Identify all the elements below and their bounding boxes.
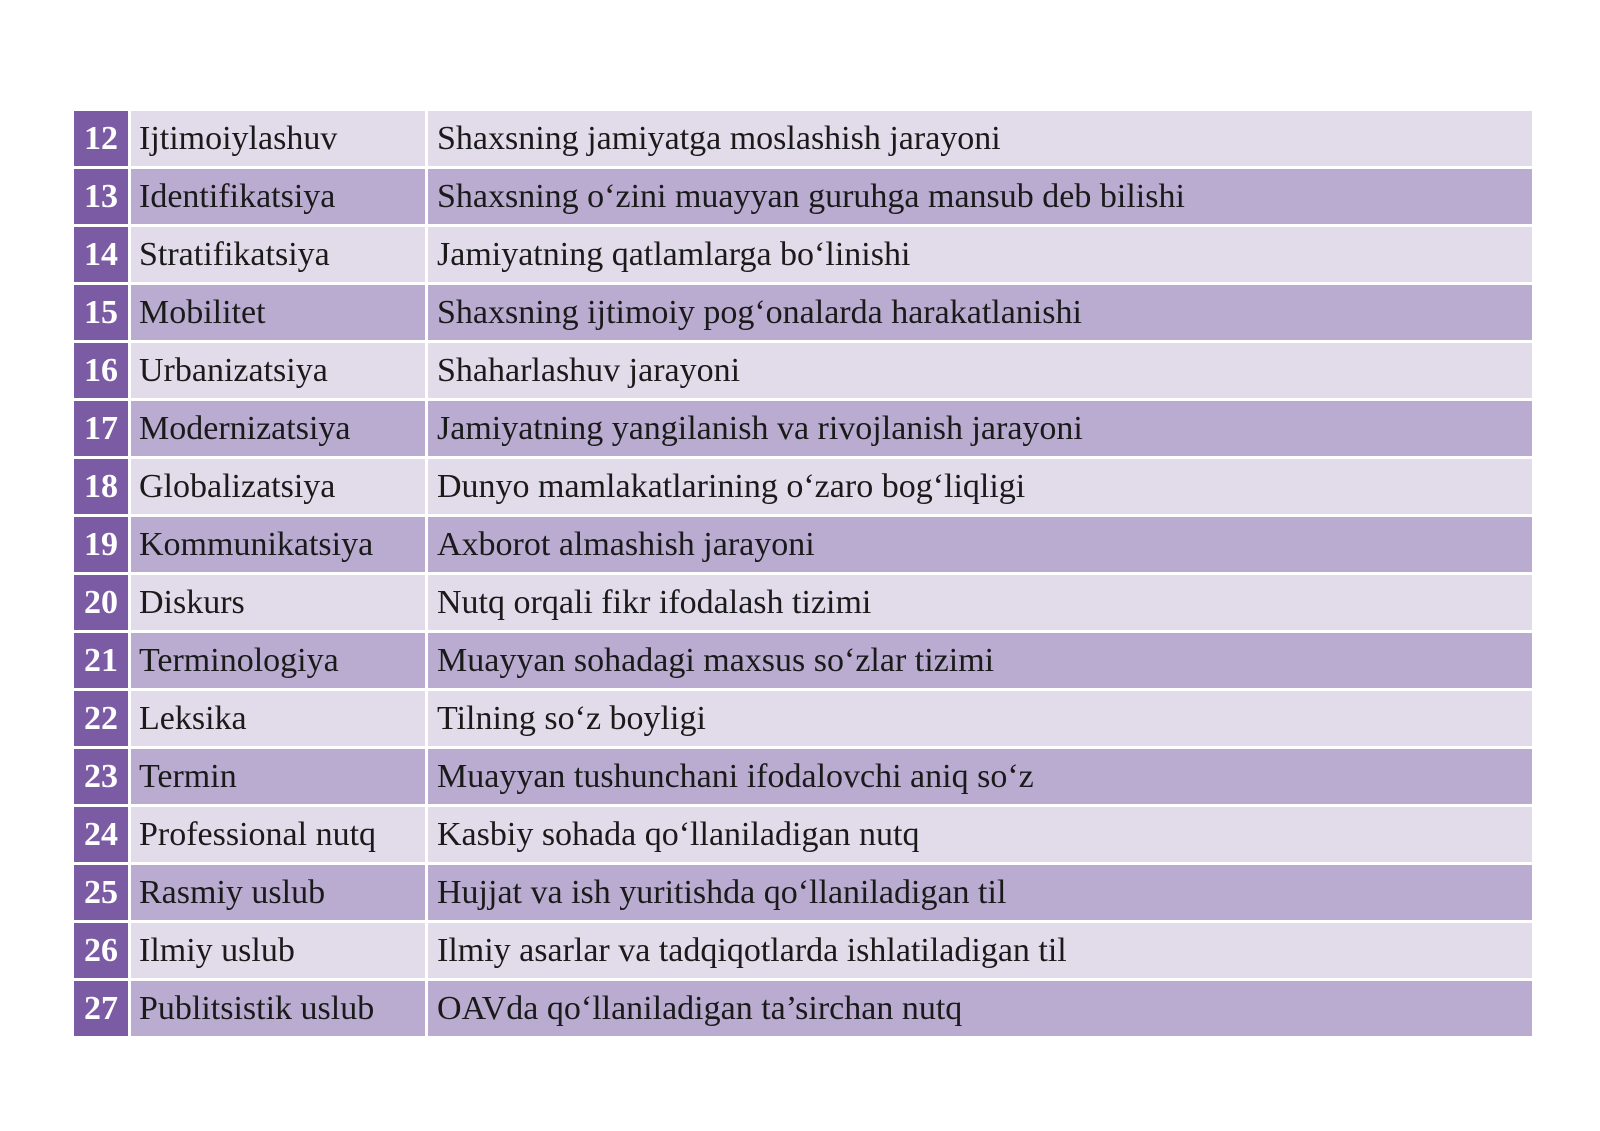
term-cell: Ijtimoiylashuv bbox=[131, 111, 425, 166]
glossary-table bbox=[71, 108, 1535, 1039]
row-number: 22 bbox=[74, 691, 128, 746]
definition-cell: Shaxsning ijtimoiy pog‘onalarda harakatlanishi bbox=[428, 285, 1532, 340]
term-cell: Termin bbox=[131, 749, 425, 804]
definition-cell: Shaharlashuv jarayoni bbox=[428, 343, 1532, 398]
definition-cell: Shaxsning o‘zini muayyan guruhga mansub deb bilishi bbox=[428, 169, 1532, 224]
definition-cell: Axborot almashish jarayoni bbox=[428, 517, 1532, 572]
definition-cell: Jamiyatning yangilanish va rivojlanish jarayoni bbox=[428, 401, 1532, 456]
term-cell: Leksika bbox=[131, 691, 425, 746]
definition-cell: Tilning so‘z boyligi bbox=[428, 691, 1532, 746]
definition-cell: Hujjat va ish yuritishda qo‘llaniladigan til bbox=[428, 865, 1532, 920]
row-number: 16 bbox=[74, 343, 128, 398]
table-row bbox=[74, 633, 1532, 688]
definition-cell: Ilmiy asarlar va tadqiqotlarda ishlatiladigan til bbox=[428, 923, 1532, 978]
term-cell: Rasmiy uslub bbox=[131, 865, 425, 920]
term-cell: Urbanizatsiya bbox=[131, 343, 425, 398]
table-row bbox=[74, 227, 1532, 282]
table-row bbox=[74, 401, 1532, 456]
table-row bbox=[74, 981, 1532, 1036]
table-row bbox=[74, 169, 1532, 224]
table-row bbox=[74, 865, 1532, 920]
table-row bbox=[74, 807, 1532, 862]
term-cell: Globalizatsiya bbox=[131, 459, 425, 514]
table-row bbox=[74, 749, 1532, 804]
table-row bbox=[74, 111, 1532, 166]
definition-cell: Kasbiy sohada qo‘llaniladigan nutq bbox=[428, 807, 1532, 862]
row-number: 21 bbox=[74, 633, 128, 688]
row-number: 27 bbox=[74, 981, 128, 1036]
table-row bbox=[74, 459, 1532, 514]
row-number: 17 bbox=[74, 401, 128, 456]
row-number: 25 bbox=[74, 865, 128, 920]
row-number: 20 bbox=[74, 575, 128, 630]
definition-cell: Muayyan tushunchani ifodalovchi aniq so‘z bbox=[428, 749, 1532, 804]
row-number: 18 bbox=[74, 459, 128, 514]
table-row bbox=[74, 517, 1532, 572]
glossary-table-body bbox=[74, 111, 1532, 1036]
row-number: 26 bbox=[74, 923, 128, 978]
term-cell: Modernizatsiya bbox=[131, 401, 425, 456]
table-row bbox=[74, 285, 1532, 340]
definition-cell: Dunyo mamlakatlarining o‘zaro bog‘liqligi bbox=[428, 459, 1532, 514]
term-cell: Diskurs bbox=[131, 575, 425, 630]
table-row bbox=[74, 343, 1532, 398]
term-cell: Identifikatsiya bbox=[131, 169, 425, 224]
definition-cell: Shaxsning jamiyatga moslashish jarayoni bbox=[428, 111, 1532, 166]
table-row bbox=[74, 923, 1532, 978]
term-cell: Mobilitet bbox=[131, 285, 425, 340]
definition-cell: OAVda qo‘llaniladigan ta’sirchan nutq bbox=[428, 981, 1532, 1036]
row-number: 23 bbox=[74, 749, 128, 804]
row-number: 14 bbox=[74, 227, 128, 282]
row-number: 15 bbox=[74, 285, 128, 340]
row-number: 12 bbox=[74, 111, 128, 166]
definition-cell: Muayyan sohadagi maxsus so‘zlar tizimi bbox=[428, 633, 1532, 688]
term-cell: Professional nutq bbox=[131, 807, 425, 862]
row-number: 24 bbox=[74, 807, 128, 862]
term-cell: Stratifikatsiya bbox=[131, 227, 425, 282]
table-row bbox=[74, 691, 1532, 746]
row-number: 13 bbox=[74, 169, 128, 224]
term-cell: Terminologiya bbox=[131, 633, 425, 688]
term-cell: Publitsistik uslub bbox=[131, 981, 425, 1036]
row-number: 19 bbox=[74, 517, 128, 572]
definition-cell: Nutq orqali fikr ifodalash tizimi bbox=[428, 575, 1532, 630]
definition-cell: Jamiyatning qatlamlarga bo‘linishi bbox=[428, 227, 1532, 282]
table-row bbox=[74, 575, 1532, 630]
term-cell: Kommunikatsiya bbox=[131, 517, 425, 572]
term-cell: Ilmiy uslub bbox=[131, 923, 425, 978]
